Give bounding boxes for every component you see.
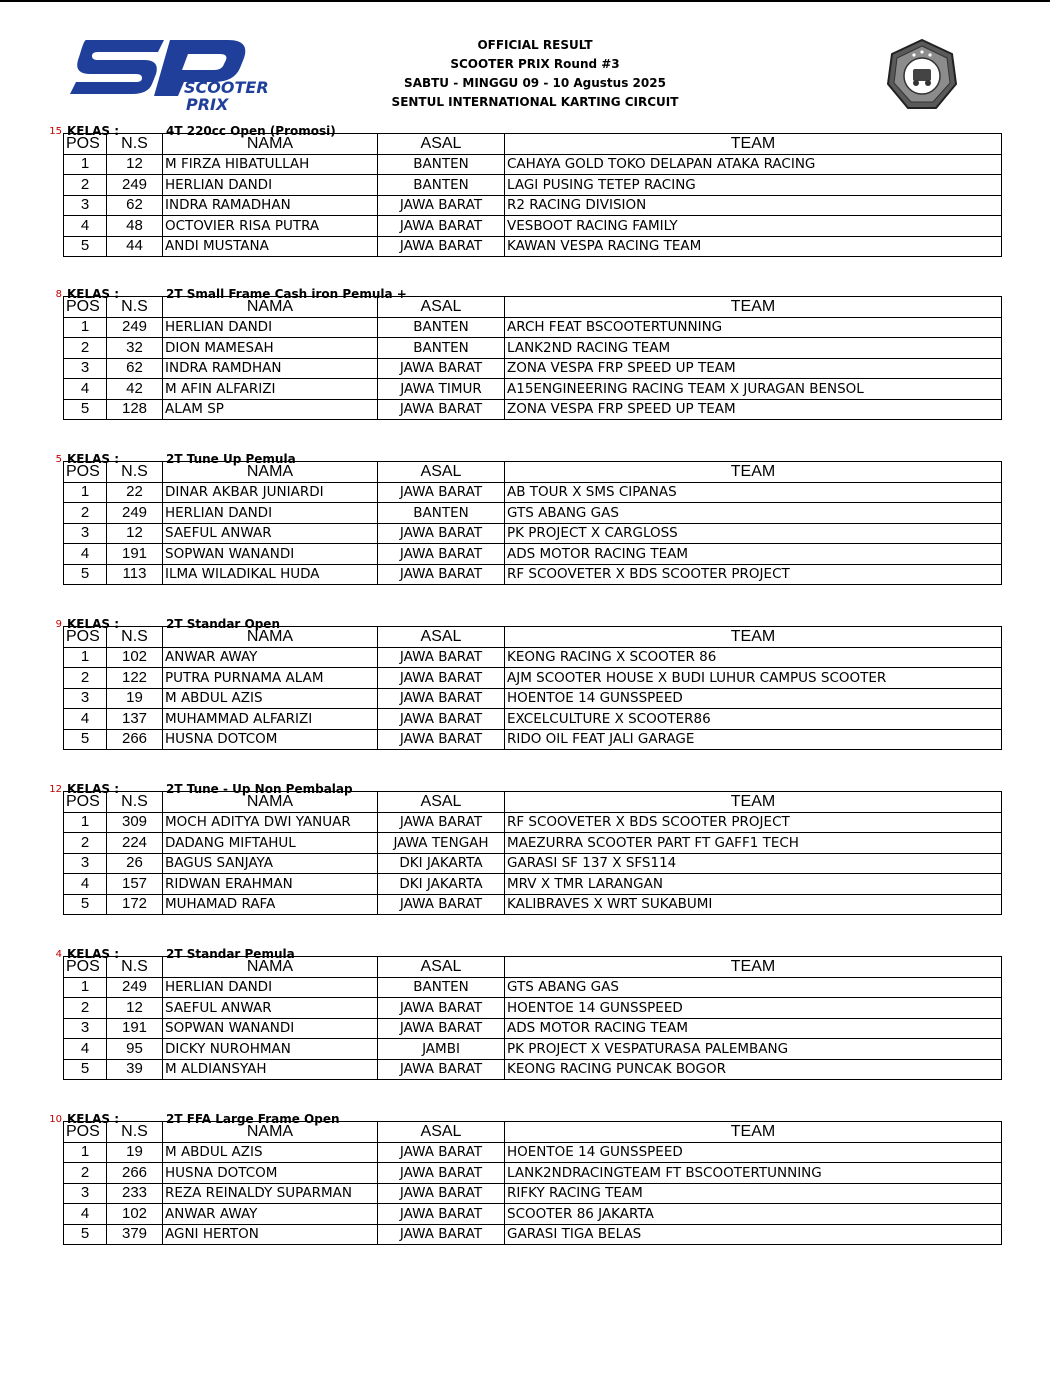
cell-asal: JAWA BARAT (378, 195, 505, 216)
cell-ns: 32 (107, 338, 163, 359)
cell-team: ZONA VESPA FRP SPEED UP TEAM (505, 358, 1002, 379)
cell-pos: 1 (64, 482, 107, 503)
cell-nama: M ABDUL AZIS (163, 688, 378, 709)
kelas-label: KELAS : (67, 1112, 120, 1126)
header-date: SABTU - MINGGU 09 - 10 Agustus 2025 (404, 76, 666, 90)
cell-nama: HUSNA DOTCOM (163, 729, 378, 750)
cell-ns: 233 (107, 1183, 163, 1204)
results-table (63, 133, 1002, 257)
cell-team: KEONG RACING PUNCAK BOGOR (505, 1059, 1002, 1080)
cell-nama: DICKY NUROHMAN (163, 1039, 378, 1060)
table-row (64, 216, 1002, 237)
cell-pos: 2 (64, 175, 107, 196)
cell-asal: JAWA BARAT (378, 812, 505, 833)
cell-asal: DKI JAKARTA (378, 874, 505, 895)
cell-asal: JAMBI (378, 1039, 505, 1060)
cell-nama: M ALDIANSYAH (163, 1059, 378, 1080)
cell-pos: 2 (64, 503, 107, 524)
header-title: OFFICIAL RESULT (477, 38, 593, 52)
cell-pos: 4 (64, 544, 107, 565)
cell-ns: 157 (107, 874, 163, 895)
cell-nama: ALAM SP (163, 399, 378, 420)
cell-ns: 48 (107, 216, 163, 237)
class-name: 2T Small Frame Cash iron Pemula + (166, 287, 407, 301)
cell-nama: MOCH ADITYA DWI YANUAR (163, 812, 378, 833)
table-row (64, 688, 1002, 709)
cell-pos: 3 (64, 523, 107, 544)
cell-asal: BANTEN (378, 175, 505, 196)
table-row (64, 894, 1002, 915)
cell-pos: 4 (64, 379, 107, 400)
cell-team: KAWAN VESPA RACING TEAM (505, 236, 1002, 257)
cell-pos: 2 (64, 998, 107, 1019)
col-header-team: TEAM (505, 957, 1002, 978)
cell-team: ZONA VESPA FRP SPEED UP TEAM (505, 399, 1002, 420)
col-header-team: TEAM (505, 297, 1002, 318)
cell-ns: 62 (107, 195, 163, 216)
cell-asal: BANTEN (378, 317, 505, 338)
table-row (64, 195, 1002, 216)
col-header-ns: N.S (107, 957, 163, 978)
cell-asal: JAWA BARAT (378, 1163, 505, 1184)
col-header-team: TEAM (505, 462, 1002, 483)
cell-team: VESBOOT RACING FAMILY (505, 216, 1002, 237)
col-header-nama: NAMA (163, 462, 378, 483)
table-row (64, 977, 1002, 998)
cell-asal: JAWA BARAT (378, 729, 505, 750)
cell-asal: JAWA BARAT (378, 216, 505, 237)
results-table (63, 461, 1002, 585)
cell-team: PK PROJECT X VESPATURASA PALEMBANG (505, 1039, 1002, 1060)
col-header-team: TEAM (505, 1122, 1002, 1143)
col-header-asal: ASAL (378, 957, 505, 978)
cell-pos: 2 (64, 1163, 107, 1184)
kelas-label: KELAS : (67, 287, 120, 301)
cell-asal: JAWA BARAT (378, 688, 505, 709)
cell-ns: 26 (107, 853, 163, 874)
logo-word-scooter: SCOOTER (184, 78, 269, 97)
cell-ns: 22 (107, 482, 163, 503)
cell-team: AB TOUR X SMS CIPANAS (505, 482, 1002, 503)
table-row (64, 998, 1002, 1019)
cell-nama: HUSNA DOTCOM (163, 1163, 378, 1184)
section-number: 10 (49, 1114, 62, 1125)
table-header-row (64, 792, 1002, 813)
cell-nama: SAEFUL ANWAR (163, 523, 378, 544)
cell-team: RF SCOOVETER X BDS SCOOTER PROJECT (505, 812, 1002, 833)
col-header-pos: POS (64, 957, 107, 978)
cell-asal: JAWA BARAT (378, 998, 505, 1019)
cell-asal: JAWA TIMUR (378, 379, 505, 400)
cell-ns: 309 (107, 812, 163, 833)
table-row (64, 833, 1002, 854)
cell-ns: 249 (107, 175, 163, 196)
scooter-prix-logo (66, 34, 306, 114)
table-row (64, 379, 1002, 400)
cell-team: R2 RACING DIVISION (505, 195, 1002, 216)
cell-asal: JAWA BARAT (378, 1224, 505, 1245)
cell-nama: AGNI HERTON (163, 1224, 378, 1245)
table-row (64, 523, 1002, 544)
cell-asal: BANTEN (378, 154, 505, 175)
col-header-ns: N.S (107, 1122, 163, 1143)
col-header-pos: POS (64, 297, 107, 318)
col-header-team: TEAM (505, 134, 1002, 155)
header-venue: SENTUL INTERNATIONAL KARTING CIRCUIT (391, 95, 679, 109)
cell-team: AJM SCOOTER HOUSE X BUDI LUHUR CAMPUS SCOOTER (505, 668, 1002, 689)
cell-team: CAHAYA GOLD TOKO DELAPAN ATAKA RACING (505, 154, 1002, 175)
table-row (64, 564, 1002, 585)
col-header-ns: N.S (107, 462, 163, 483)
cell-asal: JAWA BARAT (378, 1183, 505, 1204)
col-header-team: TEAM (505, 627, 1002, 648)
cell-ns: 266 (107, 1163, 163, 1184)
table-header-row (64, 297, 1002, 318)
table-header-row (64, 627, 1002, 648)
cell-nama: DINAR AKBAR JUNIARDI (163, 482, 378, 503)
cell-pos: 5 (64, 1059, 107, 1080)
cell-nama: PUTRA PURNAMA ALAM (163, 668, 378, 689)
cell-ns: 191 (107, 544, 163, 565)
col-header-ns: N.S (107, 792, 163, 813)
cell-pos: 2 (64, 833, 107, 854)
table-row (64, 544, 1002, 565)
cell-nama: INDRA RAMADHAN (163, 195, 378, 216)
table-row (64, 399, 1002, 420)
cell-pos: 1 (64, 317, 107, 338)
cell-asal: JAWA BARAT (378, 1059, 505, 1080)
cell-ns: 12 (107, 523, 163, 544)
cell-pos: 3 (64, 853, 107, 874)
cell-team: EXCELCULTURE X SCOOTER86 (505, 709, 1002, 730)
table-row (64, 1224, 1002, 1245)
cell-asal: JAWA BARAT (378, 544, 505, 565)
cell-nama: SAEFUL ANWAR (163, 998, 378, 1019)
top-border-line (0, 0, 1050, 2)
section-number: 15 (49, 126, 62, 137)
cell-nama: M AFIN ALFARIZI (163, 379, 378, 400)
table-row (64, 709, 1002, 730)
cell-ns: 12 (107, 154, 163, 175)
class-name: 2T Tune - Up Non Pembalap (166, 782, 353, 796)
cell-pos: 3 (64, 1018, 107, 1039)
table-row (64, 338, 1002, 359)
col-header-nama: NAMA (163, 297, 378, 318)
cell-team: HOENTOE 14 GUNSSPEED (505, 1142, 1002, 1163)
cell-asal: JAWA BARAT (378, 647, 505, 668)
table-row (64, 503, 1002, 524)
kelas-label: KELAS : (67, 617, 120, 631)
table-row (64, 668, 1002, 689)
cell-team: ARCH FEAT BSCOOTERTUNNING (505, 317, 1002, 338)
cell-pos: 3 (64, 688, 107, 709)
col-header-pos: POS (64, 134, 107, 155)
cell-team: KEONG RACING X SCOOTER 86 (505, 647, 1002, 668)
class-name: 2T Standar Pemula (166, 947, 295, 961)
table-row (64, 175, 1002, 196)
cell-team: A15ENGINEERING RACING TEAM X JURAGAN BENSOL (505, 379, 1002, 400)
cell-ns: 102 (107, 1204, 163, 1225)
cell-nama: DION MAMESAH (163, 338, 378, 359)
cell-nama: ANDI MUSTANA (163, 236, 378, 257)
cell-asal: JAWA BARAT (378, 564, 505, 585)
cell-nama: SOPWAN WANANDI (163, 544, 378, 565)
cell-asal: JAWA BARAT (378, 482, 505, 503)
kelas-label: KELAS : (67, 782, 120, 796)
header-event: SCOOTER PRIX Round #3 (450, 57, 620, 71)
cell-asal: JAWA BARAT (378, 399, 505, 420)
cell-pos: 2 (64, 668, 107, 689)
section-number: 9 (55, 619, 62, 630)
cell-pos: 1 (64, 1142, 107, 1163)
cell-asal: JAWA TENGAH (378, 833, 505, 854)
kelas-label: KELAS : (67, 452, 120, 466)
cell-asal: JAWA BARAT (378, 1018, 505, 1039)
results-table (63, 1121, 1002, 1245)
table-header-row (64, 462, 1002, 483)
cell-asal: JAWA BARAT (378, 894, 505, 915)
cell-asal: BANTEN (378, 503, 505, 524)
cell-asal: BANTEN (378, 338, 505, 359)
col-header-ns: N.S (107, 627, 163, 648)
table-row (64, 1183, 1002, 1204)
cell-team: GTS ABANG GAS (505, 503, 1002, 524)
section-number: 4 (55, 949, 62, 960)
cell-nama: RIDWAN ERAHMAN (163, 874, 378, 895)
kelas-label: KELAS : (67, 947, 120, 961)
cell-nama: HERLIAN DANDI (163, 175, 378, 196)
cell-asal: DKI JAKARTA (378, 853, 505, 874)
cell-nama: HERLIAN DANDI (163, 977, 378, 998)
results-table (63, 626, 1002, 750)
section-number: 12 (49, 784, 62, 795)
col-header-asal: ASAL (378, 627, 505, 648)
kelas-label: KELAS : (67, 124, 120, 138)
col-header-pos: POS (64, 462, 107, 483)
col-header-ns: N.S (107, 134, 163, 155)
cell-asal: JAWA BARAT (378, 523, 505, 544)
cell-nama: HERLIAN DANDI (163, 317, 378, 338)
cell-asal: JAWA BARAT (378, 709, 505, 730)
cell-asal: JAWA BARAT (378, 236, 505, 257)
cell-pos: 5 (64, 236, 107, 257)
class-name: 2T FFA Large Frame Open (166, 1112, 340, 1126)
cell-pos: 1 (64, 154, 107, 175)
results-table (63, 791, 1002, 915)
cell-ns: 249 (107, 317, 163, 338)
cell-team: HOENTOE 14 GUNSSPEED (505, 998, 1002, 1019)
table-row (64, 236, 1002, 257)
cell-ns: 39 (107, 1059, 163, 1080)
cell-team: ADS MOTOR RACING TEAM (505, 1018, 1002, 1039)
cell-asal: JAWA BARAT (378, 1204, 505, 1225)
cell-nama: REZA REINALDY SUPARMAN (163, 1183, 378, 1204)
cell-team: RF SCOOVETER X BDS SCOOTER PROJECT (505, 564, 1002, 585)
table-row (64, 1059, 1002, 1080)
cell-team: LAGI PUSING TETEP RACING (505, 175, 1002, 196)
results-table (63, 956, 1002, 1080)
table-row (64, 482, 1002, 503)
cell-ns: 44 (107, 236, 163, 257)
cell-team: RIFKY RACING TEAM (505, 1183, 1002, 1204)
col-header-pos: POS (64, 627, 107, 648)
cell-ns: 62 (107, 358, 163, 379)
cell-pos: 5 (64, 399, 107, 420)
table-row (64, 317, 1002, 338)
cell-nama: M FIRZA HIBATULLAH (163, 154, 378, 175)
class-name: 2T Tune Up Pemula (166, 452, 296, 466)
table-row (64, 1163, 1002, 1184)
cell-nama: MUHAMMAD ALFARIZI (163, 709, 378, 730)
table-row (64, 812, 1002, 833)
cell-nama: OCTOVIER RISA PUTRA (163, 216, 378, 237)
col-header-nama: NAMA (163, 134, 378, 155)
cell-team: MAEZURRA SCOOTER PART FT GAFF1 TECH (505, 833, 1002, 854)
cell-pos: 4 (64, 709, 107, 730)
table-row (64, 358, 1002, 379)
col-header-asal: ASAL (378, 134, 505, 155)
cell-team: MRV X TMR LARANGAN (505, 874, 1002, 895)
class-name: 2T Standar Open (166, 617, 280, 631)
cell-nama: ANWAR AWAY (163, 1204, 378, 1225)
cell-team: LANK2NDRACINGTEAM FT BSCOOTERTUNNING (505, 1163, 1002, 1184)
cell-team: GARASI TIGA BELAS (505, 1224, 1002, 1245)
col-header-asal: ASAL (378, 297, 505, 318)
table-row (64, 729, 1002, 750)
imi-emblem-icon (884, 38, 960, 114)
cell-nama: BAGUS SANJAYA (163, 853, 378, 874)
col-header-nama: NAMA (163, 792, 378, 813)
cell-team: GARASI SF 137 X SFS114 (505, 853, 1002, 874)
table-row (64, 1142, 1002, 1163)
cell-ns: 122 (107, 668, 163, 689)
cell-pos: 5 (64, 894, 107, 915)
cell-ns: 379 (107, 1224, 163, 1245)
cell-ns: 191 (107, 1018, 163, 1039)
cell-ns: 137 (107, 709, 163, 730)
cell-team: ADS MOTOR RACING TEAM (505, 544, 1002, 565)
table-header-row (64, 957, 1002, 978)
cell-ns: 102 (107, 647, 163, 668)
cell-ns: 19 (107, 688, 163, 709)
cell-ns: 113 (107, 564, 163, 585)
cell-pos: 1 (64, 977, 107, 998)
cell-team: RIDO OIL FEAT JALI GARAGE (505, 729, 1002, 750)
class-name: 4T 220cc Open (Promosi) (166, 124, 336, 138)
cell-nama: DADANG MIFTAHUL (163, 833, 378, 854)
cell-nama: ILMA WILADIKAL HUDA (163, 564, 378, 585)
col-header-nama: NAMA (163, 1122, 378, 1143)
logo-word-prix: PRIX (186, 95, 229, 114)
section-number: 5 (55, 454, 62, 465)
table-row (64, 1018, 1002, 1039)
table-row (64, 1039, 1002, 1060)
cell-nama: INDRA RAMDHAN (163, 358, 378, 379)
cell-team: GTS ABANG GAS (505, 977, 1002, 998)
cell-asal: JAWA BARAT (378, 668, 505, 689)
cell-team: HOENTOE 14 GUNSSPEED (505, 688, 1002, 709)
col-header-nama: NAMA (163, 627, 378, 648)
cell-ns: 266 (107, 729, 163, 750)
cell-pos: 5 (64, 729, 107, 750)
col-header-asal: ASAL (378, 462, 505, 483)
cell-ns: 19 (107, 1142, 163, 1163)
cell-pos: 4 (64, 1039, 107, 1060)
cell-pos: 4 (64, 1204, 107, 1225)
section-number: 8 (55, 289, 62, 300)
table-row (64, 647, 1002, 668)
cell-pos: 1 (64, 812, 107, 833)
cell-pos: 3 (64, 1183, 107, 1204)
cell-ns: 95 (107, 1039, 163, 1060)
table-row (64, 874, 1002, 895)
cell-ns: 128 (107, 399, 163, 420)
cell-pos: 3 (64, 195, 107, 216)
cell-pos: 5 (64, 564, 107, 585)
document-header (330, 36, 740, 112)
cell-nama: M ABDUL AZIS (163, 1142, 378, 1163)
cell-ns: 42 (107, 379, 163, 400)
cell-asal: JAWA BARAT (378, 1142, 505, 1163)
cell-team: LANK2ND RACING TEAM (505, 338, 1002, 359)
table-header-row (64, 134, 1002, 155)
cell-pos: 3 (64, 358, 107, 379)
table-row (64, 1204, 1002, 1225)
col-header-pos: POS (64, 1122, 107, 1143)
cell-ns: 172 (107, 894, 163, 915)
col-header-asal: ASAL (378, 792, 505, 813)
cell-nama: MUHAMAD RAFA (163, 894, 378, 915)
cell-ns: 249 (107, 503, 163, 524)
cell-asal: JAWA BARAT (378, 358, 505, 379)
cell-pos: 2 (64, 338, 107, 359)
col-header-team: TEAM (505, 792, 1002, 813)
cell-pos: 4 (64, 874, 107, 895)
cell-nama: HERLIAN DANDI (163, 503, 378, 524)
cell-team: PK PROJECT X CARGLOSS (505, 523, 1002, 544)
table-header-row (64, 1122, 1002, 1143)
table-row (64, 853, 1002, 874)
col-header-nama: NAMA (163, 957, 378, 978)
col-header-asal: ASAL (378, 1122, 505, 1143)
table-row (64, 154, 1002, 175)
cell-team: KALIBRAVES X WRT SUKABUMI (505, 894, 1002, 915)
cell-pos: 1 (64, 647, 107, 668)
cell-ns: 12 (107, 998, 163, 1019)
cell-asal: BANTEN (378, 977, 505, 998)
cell-team: SCOOTER 86 JAKARTA (505, 1204, 1002, 1225)
col-header-ns: N.S (107, 297, 163, 318)
cell-ns: 249 (107, 977, 163, 998)
col-header-pos: POS (64, 792, 107, 813)
cell-pos: 5 (64, 1224, 107, 1245)
cell-nama: SOPWAN WANANDI (163, 1018, 378, 1039)
cell-pos: 4 (64, 216, 107, 237)
cell-ns: 224 (107, 833, 163, 854)
results-table (63, 296, 1002, 420)
cell-nama: ANWAR AWAY (163, 647, 378, 668)
